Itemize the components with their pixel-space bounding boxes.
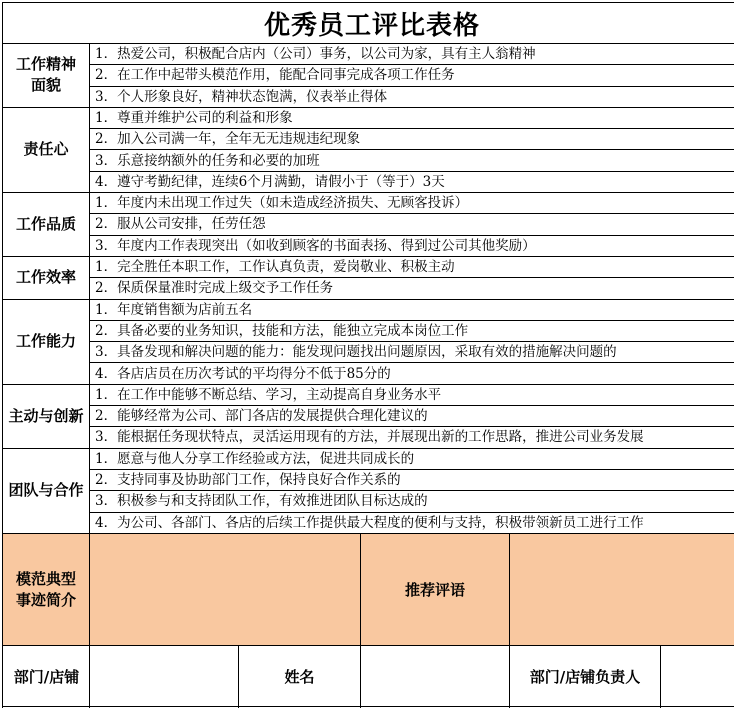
criteria-item: 3．个人形象良好，精神状态饱满，仪表举止得体 xyxy=(90,87,734,108)
criteria-item: 2．能够经常为公司、部门各店的发展提供合理化建议的 xyxy=(90,406,734,427)
model-deeds-field[interactable] xyxy=(90,534,360,646)
dept-head-field[interactable] xyxy=(661,646,734,708)
criteria-item: 2．加入公司满一年，全年无无违规违纪现象 xyxy=(90,129,734,150)
dept-field[interactable] xyxy=(90,646,238,708)
criteria-item: 1．尊重并维护公司的利益和形象 xyxy=(90,108,734,129)
category-label: 责任心 xyxy=(2,108,90,193)
model-deeds-label: 模范典型 事迹简介 xyxy=(15,570,76,609)
category-label: 团队与合作 xyxy=(2,449,90,534)
criteria-item: 2．保质保量准时完成上级交予工作任务 xyxy=(90,278,734,299)
criteria-item: 4．为公司、各部门、各店的后续工作提供最大程度的便利与支持，积极带领新员工进行工作 xyxy=(90,513,734,534)
criteria-item: 2．在工作中起带头模范作用，能配合同事完成各项工作任务 xyxy=(90,65,734,86)
criteria-item: 1．在工作中能够不断总结、学习，主动提高自身业务水平 xyxy=(90,385,734,406)
criteria-item: 1．年度销售额为店前五名 xyxy=(90,300,734,321)
criteria-item: 3．能根据任务现状特点，灵活运用现有的方法，并展现出新的工作思路，推进公司业务发展 xyxy=(90,427,734,448)
criteria-item: 3．积极参与和支持团队工作，有效推进团队目标达成的 xyxy=(90,491,734,512)
category-label: 工作品质 xyxy=(2,193,90,257)
criteria-item: 4．遵守考勤纪律，连续6个月满勤，请假小于（等于）3天 xyxy=(90,172,734,193)
category-label: 工作能力 xyxy=(2,300,90,385)
criteria-item: 1．年度内未出现工作过失（如未造成经济损失、无顾客投诉） xyxy=(90,193,734,214)
criteria-item: 3．年度内工作表现突出（如收到顾客的书面表扬、得到过公司其他奖励） xyxy=(90,236,734,257)
category-label: 工作效率 xyxy=(2,257,90,300)
criteria-item: 1．完全胜任本职工作，工作认真负责，爱岗敬业、积极主动 xyxy=(90,257,734,278)
category-label: 工作精神 面貌 xyxy=(2,44,90,108)
criteria-item: 4．各店店员在历次考试的平均得分不低于85分的 xyxy=(90,364,734,385)
criteria-item: 3．具备发现和解决问题的能力：能发现问题找出问题原因，采取有效的措施解决问题的 xyxy=(90,342,734,363)
name-field[interactable] xyxy=(361,646,509,708)
dept-label: 部门/店铺 xyxy=(2,646,90,708)
name-label: 姓名 xyxy=(284,667,315,686)
criteria-item: 2．支持同事及协助部门工作，保持良好合作关系的 xyxy=(90,470,734,491)
page-title: 优秀员工评比表格 xyxy=(2,2,734,44)
bottom-border xyxy=(2,706,734,707)
category-label: 主动与创新 xyxy=(2,385,90,449)
criteria-item: 1．愿意与他人分享工作经验或方法，促进共同成长的 xyxy=(90,449,734,470)
criteria-item: 3．乐意接纳额外的任务和必要的加班 xyxy=(90,151,734,172)
recommend-label: 推荐评语 xyxy=(404,580,465,599)
criteria-item: 2．具备必要的业务知识，技能和方法，能独立完成本岗位工作 xyxy=(90,321,734,342)
dept-head-label: 部门/店铺负责人 xyxy=(529,667,641,686)
criteria-item: 2．服从公司安排，任劳任怨 xyxy=(90,214,734,235)
criteria-item: 1．热爱公司，积极配合店内（公司）事务，以公司为家，具有主人翁精神 xyxy=(90,44,734,65)
recommend-field[interactable] xyxy=(510,534,734,646)
